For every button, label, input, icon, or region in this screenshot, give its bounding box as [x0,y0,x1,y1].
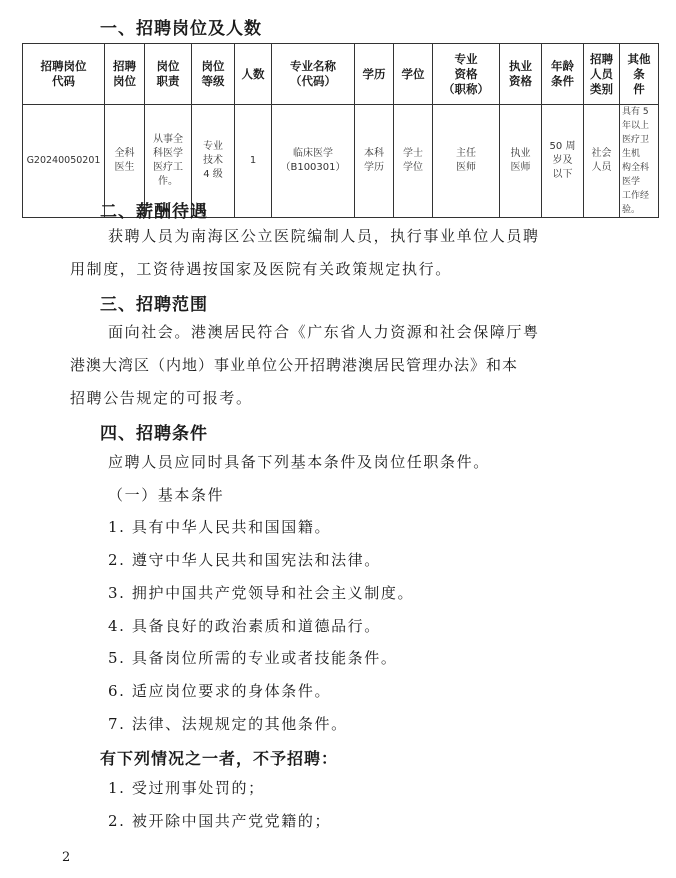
cell-age: 50 周 岁及 以下 [542,105,584,218]
list-item: 5. 具备岗位所需的专业或者技能条件。 [108,649,398,667]
section3-line-2: 港澳大湾区（内地）事业单位公开招聘港澳居民管理办法》和本 [70,356,519,374]
header-age: 年龄 条件 [542,44,584,105]
header-count: 人数 [235,44,272,105]
header-degree: 学位 [394,44,433,105]
section3-line-3: 招聘公告规定的可报考。 [70,389,253,407]
header-major: 专业名称 （代码） [272,44,355,105]
section3-title: 三、招聘范围 [100,295,208,315]
cell-degree: 学士 学位 [394,105,433,218]
cell-post: 全科 医生 [105,105,145,218]
cell-major: 临床医学 （B100301） [272,105,355,218]
cell-license: 执业 医师 [500,105,542,218]
list-item: 1. 具有中华人民共和国国籍。 [108,518,332,536]
cell-edu: 本科 学历 [355,105,394,218]
section2-line-1: 获聘人员为南海区公立医院编制人员，执行事业单位人员聘 [108,227,540,245]
cell-other: 具有 5 年以上 医疗卫生机 构全科医学 工作经验。 [620,105,659,218]
cell-type: 社会 人员 [584,105,620,218]
section4-subtitle: （一）基本条件 [108,486,225,504]
header-qual: 专业 资格 （职称） [433,44,500,105]
header-post: 招聘 岗位 [105,44,145,105]
list-item: 7. 法律、法规规定的其他条件。 [108,715,348,733]
header-edu: 学历 [355,44,394,105]
header-type: 招聘 人员 类别 [584,44,620,105]
header-license: 执业 资格 [500,44,542,105]
list-item: 4. 具备良好的政治素质和道德品行。 [108,617,381,635]
position-table [22,43,659,218]
section4-title: 四、招聘条件 [100,424,208,444]
header-level: 岗位 等级 [192,44,235,105]
header-other: 其他条 件 [620,44,659,105]
cell-level: 专业 技术 4 级 [192,105,235,218]
exclusion-title: 有下列情况之一者，不予招聘： [100,749,339,768]
section1-title: 一、招聘岗位及人数 [100,19,262,39]
cell-count: 1 [235,105,272,218]
section3-line-1: 面向社会。港澳居民符合《广东省人力资源和社会保障厅粤 [108,323,540,341]
page-number: 2 [62,850,71,865]
section2-title: 二、薪酬待遇 [100,202,208,222]
list-item: 6. 适应岗位要求的身体条件。 [108,682,332,700]
list-item: 2. 遵守中华人民共和国宪法和法律。 [108,551,381,569]
header-duty: 岗位 职责 [145,44,192,105]
header-code: 招聘岗位 代码 [23,44,105,105]
section2-line-2: 用制度，工资待遇按国家及医院有关政策规定执行。 [70,260,452,278]
section4-intro: 应聘人员应同时具备下列基本条件及岗位任职条件。 [108,453,490,471]
cell-qual: 主任 医师 [433,105,500,218]
cell-duty: 从事全 科医学 医疗工 作。 [145,105,192,218]
list-item: 3. 拥护中国共产党领导和社会主义制度。 [108,584,415,602]
exclusion-item: 1. 受过刑事处罚的； [108,779,265,797]
exclusion-item: 2. 被开除中国共产党党籍的； [108,812,332,830]
table-header-row [23,44,659,105]
cell-code: G20240050201 [23,105,105,218]
